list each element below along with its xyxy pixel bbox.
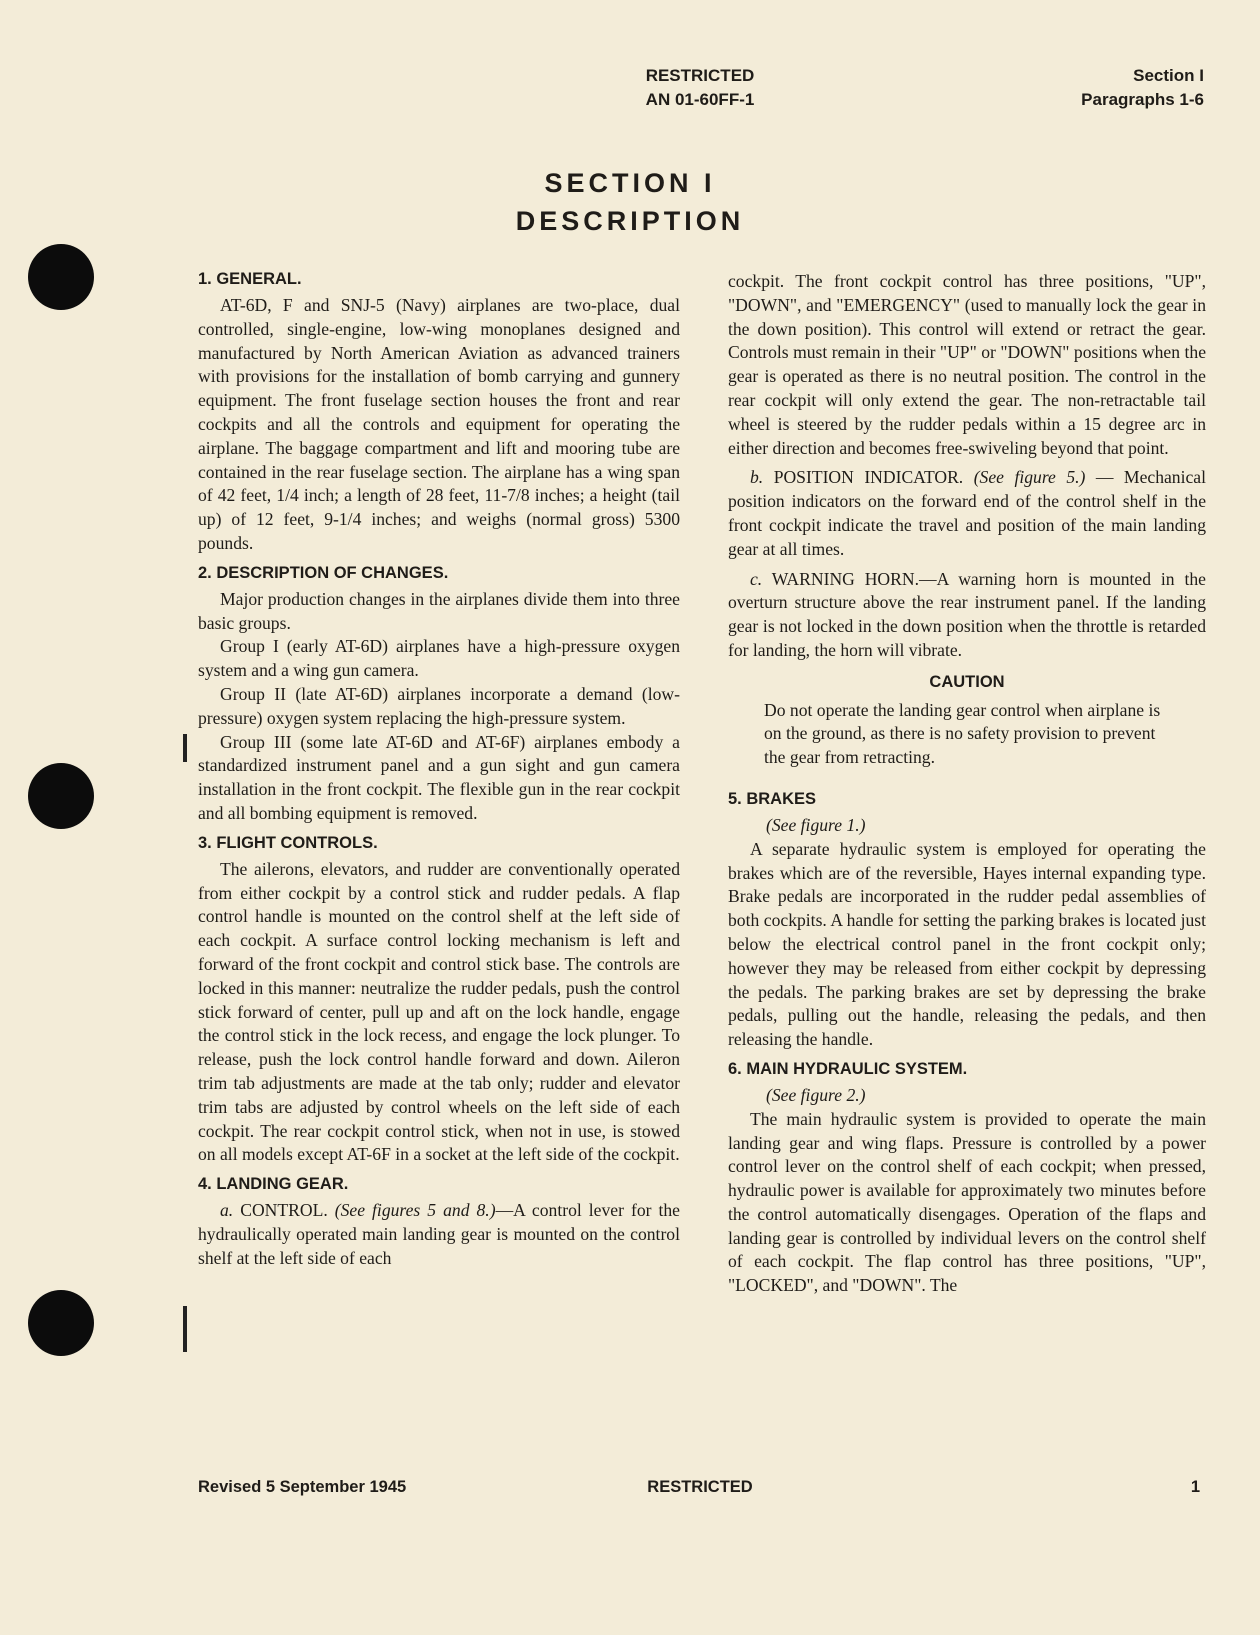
gear-b-see-reference: (See figure 5.) [973,467,1086,488]
paragraph-group-ii: Group II (late AT-6D) airplanes incorporate a demand (low-pressure) oxygen system replacing the high-pressure system. [198,683,680,728]
heading-description-of-changes: 2. DESCRIPTION OF CHANGES. [198,563,449,582]
paragraph-warning-horn [728,568,1206,663]
paragraph-group-iii: Group III (some late AT-6D and AT-6F) airplanes embody a standardized instrument panel and a gun sight and gun camera installation in the front cockpit. The flexible gun in the rear cockpit and all bombing equipment is removed. [198,731,680,823]
header-doc-number: AN 01-60FF-1 [645,90,755,109]
section-title [0,164,1260,240]
gear-c-label: c. [750,568,763,589]
binder-hole-top [28,244,94,310]
gear-a-label: a. [220,1200,234,1221]
caution-text: Do not operate the landing gear control when airplane is on the ground, as there is no safety provision to prevent the gear from retracting. [764,699,1161,768]
left-column [198,268,680,1270]
paragraph-general: AT-6D, F and SNJ-5 (Navy) airplanes are two-place, dual controlled, single-engine, low-wing monoplanes designed and manufactured by North American Aviation as advanced trainers with provisions for the installation of bomb carrying and gunnery equipment. The front fuselage section houses the front and rear cockpits and all the controls and equipment for operating the airplane. The baggage compartment and lift and mooring tube are contained in the rear fuselage section. The airplane has a wing span of 42 feet, 1/4 inch; a length of 28 feet, 11-7/8 inches; a height (tail up) of 12 feet, 9-1/4 inches; and weighs (normal gross) 5300 pounds. [198,295,680,553]
heading-flight-controls: 3. FLIGHT CONTROLS. [198,833,378,852]
gear-b-text: — Mechanical position indicators on the forward end of the control shelf in the front cockpit indicate the travel and position of the main landing gear at all times. [728,467,1206,559]
gear-a-title: CONTROL. [240,1200,328,1221]
header-section: Section I [1133,66,1204,85]
paragraph-flight-controls: The ailerons, elevators, and rudder are conventionally operated from either cockpit by a control stick and rudder pedals. A flap control handle is mounted on the control shelf at the left side of each cockpit. A surface control locking mechanism is left and forward of the front cockpit and control stick base. The controls are locked in this manner: neutralize the rudder pedals, push the control stick forward of center, pull up and aft on the lock handle, engage the control stick in the lock recess, and engage the lock plunger. To release, push the lock control handle forward and down. Aileron trim tab adjustments are made at the tab only; rudder and elevator trim tabs are adjusted by control wheels on the left side of each cockpit. The rear cockpit control stick, when not in use, is stowed on all models except AT-6F in a socket at the left side of the cockpit. [198,858,680,1165]
header-paragraphs: Paragraphs 1-6 [1081,90,1204,109]
gear-c-text: —A warning horn is mounted in the overturn structure above the rear instrument panel. If the landing gear is not locked in the down position when the throttle is retarded for landing, the horn will vibrate. [728,568,1206,660]
paragraph-gear-control-continued: cockpit. The front cockpit control has three positions, "UP", "DOWN", and "EMERGENCY" (used to manually lock the gear in the down position). This control will extend or retract the gear. Controls must remain in their "UP" or "DOWN" positions when the gear is operated as there is no neutral position. The control in the rear cockpit will only extend the gear. The non-retractable tail wheel is steered by the rudder pedals within a 15 degree arc in either direction and becomes free-swiveling beyond that point. [728,271,1206,458]
gear-c-title: WARNING HORN. [771,568,919,589]
paragraph-group-i: Group I (early AT-6D) airplanes have a high-pressure oxygen system and a wing gun camera. [198,636,680,681]
gear-a-text: —A control lever for the hydraulically operated main landing gear is mounted on the control shelf at the left side of each [198,1200,680,1268]
footer-page-number: 1 [1190,1478,1200,1496]
brakes-see-reference: (See figure 1.) [766,814,866,835]
revision-bar-rear-stick [183,1306,187,1352]
gear-b-label: b. [750,467,764,488]
binder-hole-middle [28,763,94,829]
caution-heading: CAUTION [929,672,1005,691]
paragraph-hydraulic: The main hydraulic system is provided to operate the main landing gear and wing flaps. Pressure is controlled by a power control lever on the control shelf of each cockpit; when pressed, hydraulic power is available for approximately two minutes before the control automatically disengages. Operation of the flaps and landing gear is controlled by individual levers on the control shelf of each cockpit. The flap control has three positions, "UP", "LOCKED", and "DOWN". The [728,1108,1206,1296]
page-header-right [1081,64,1204,112]
paragraph-changes-intro: Major production changes in the airplanes divide them into three basic groups. [198,588,680,633]
header-classification: RESTRICTED [645,66,755,85]
heading-brakes: 5. BRAKES [728,789,817,808]
gear-a-see-reference: (See figures 5 and 8.) [334,1200,496,1221]
paragraph-position-indicator [728,466,1206,561]
gear-b-title: POSITION INDICATOR. [773,467,964,488]
binder-hole-bottom [28,1290,94,1356]
paragraph-gear-control [198,1199,680,1270]
hydraulic-see-reference: (See figure 2.) [766,1084,866,1105]
footer-classification: RESTRICTED [647,1478,753,1496]
page-header-center [560,64,840,112]
heading-general: 1. GENERAL. [198,270,302,288]
section-title-line2: DESCRIPTION [515,206,745,236]
right-column [728,270,1206,1298]
heading-landing-gear: 4. LANDING GEAR. [198,1175,349,1194]
paragraph-brakes: A separate hydraulic system is employed for operating the brakes which are of the reversible, Hayes internal expanding type. Brake pedals are incorporated in the rudder pedal assemblies of both cockpits. A handle for setting the parking brakes is located just below the electrical control panel in the front cockpit only; however they may be released from either cockpit by depressing the pedals. The parking brakes are set by depressing the brake pedals, pulling out the handle, releasing the pedals, and then releasing the handle. [728,838,1206,1050]
heading-main-hydraulic-system: 6. MAIN HYDRAULIC SYSTEM. [728,1059,968,1078]
footer-revision: Revised 5 September 1945 [198,1478,407,1496]
section-title-line1: SECTION I [544,168,716,198]
revision-bar-group-ii [183,734,187,762]
